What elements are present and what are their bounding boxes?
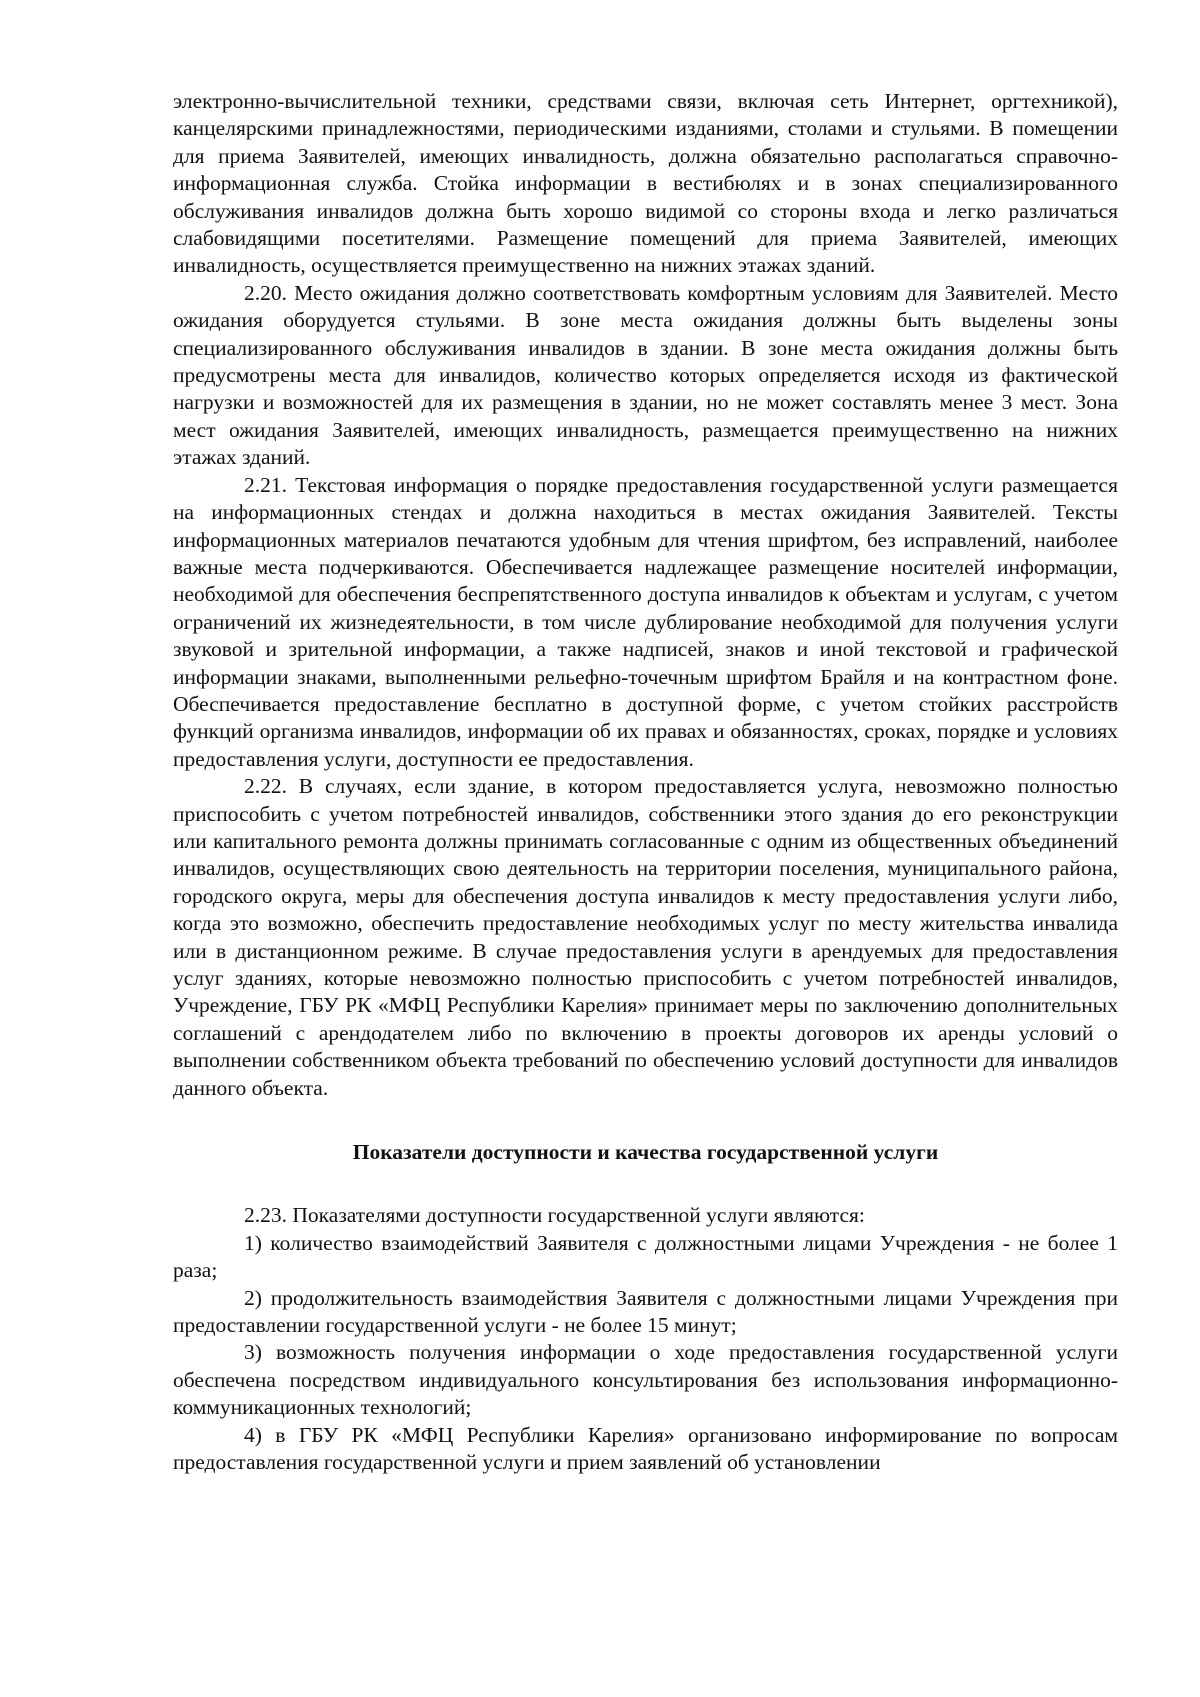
list-item-3: 3) возможность получения информации о ходе предоставления государственной услуги обеспечена посредством индивидуального консультирования без использования информационно-коммуникационных технологий; — [173, 1340, 1118, 1420]
section-title: Показатели доступности и качества государственной услуги — [352, 1140, 939, 1165]
paragraph-2-22: 2.22. В случаях, если здание, в котором предоставляется услуга, невозможно полностью приспособить с учетом потребностей инвалидов, собственники этого здания до его реконструкции или капитального ремонта должны принимать согласованные с одним из общественных объединений инвалидов, осуществляющих свою деятельность на территории поселения, муниципального района, городского округа, меры для обеспечения доступа инвалидов к месту предоставления услуги либо, когда это возможно, обеспечить предоставление необходимых услуг по месту жительства инвалида или в дистанционном режиме. В случае предоставления услуги в арендуемых для предоставления услуг зданиях, которые невозможно полностью приспособить с учетом потребностей инвалидов, Учреждение, ГБУ РК «МФЦ Республики Карелия» принимает меры по заключению дополнительных соглашений с арендодателем либо по включению в проекты договоров их аренды условий о выполнении собственником объекта требований по обеспечению условий доступности для инвалидов данного объекта. — [173, 774, 1118, 1100]
list-intro-2-23: 2.23. Показателями доступности государственной услуги являются: — [244, 1203, 865, 1228]
document-page — [173, 88, 1118, 1477]
paragraph-2-21: 2.21. Текстовая информация о порядке предоставления государственной услуги размещается на информационных стендах и должна находиться в местах ожидания Заявителей. Тексты информационных материалов печатаются удобным для чтения шрифтом, без исправлений, наиболее важные места подчеркиваются. Обеспечивается надлежащее размещение носителей информации, необходимой для обеспечения беспрепятственного доступа инвалидов к объектам и услугам, с учетом ограничений их жизнедеятельности, в том числе дублирование необходимой для получения услуги звуковой и зрительной информации, а также надписей, знаков и иной текстовой и графической информации знаками, выполненными рельефно-точечным шрифтом Брайля и на контрастном фоне. Обеспечивается предоставление бесплатно в доступной форме, с учетом стойких расстройств функций организма инвалидов, информации об их правах и обязанностях, сроках, порядке и условиях предоставления услуги, доступности ее предоставления. — [173, 472, 1118, 771]
paragraph-continuation: электронно-вычислительной техники, средствами связи, включая сеть Интернет, оргтехникой), канцелярскими принадлежностями, периодическими изданиями, столами и стульями. В помещении для приема Заявителей, имеющих инвалидность, должна обязательно располагаться справочно-информационная служба. Стойка информации в вестибюлях и в зонах специализированного обслуживания инвалидов должна быть хорошо видимой со стороны входа и легко различаться слабовидящими посетителями. Размещение помещений для приема Заявителей, имеющих инвалидность, осуществляется преимущественно на нижних этажах зданий. — [173, 89, 1118, 278]
list-item-2: 2) продолжительность взаимодействия Заявителя с должностными лицами Учреждения при предоставлении государственной услуги - не более 15 минут; — [173, 1285, 1118, 1338]
list-item-4: 4) в ГБУ РК «МФЦ Республики Карелия» организовано информирование по вопросам предоставления государственной услуги и прием заявлений об установлении — [173, 1422, 1118, 1475]
list-item-1: 1) количество взаимодействий Заявителя с должностными лицами Учреждения - не более 1 раза; — [173, 1230, 1118, 1283]
paragraph-2-20: 2.20. Место ожидания должно соответствовать комфортным условиям для Заявителей. Место ожидания оборудуется стульями. В зоне места ожидания должны быть выделены зоны специализированного обслуживания инвалидов в здании. В зоне места ожидания должны быть предусмотрены места для инвалидов, количество которых определяется исходя из фактической нагрузки и возможностей для их размещения в здании, но не может составлять менее 3 мест. Зона мест ожидания Заявителей, имеющих инвалидность, размещается преимущественно на нижних этажах зданий. — [173, 280, 1118, 470]
